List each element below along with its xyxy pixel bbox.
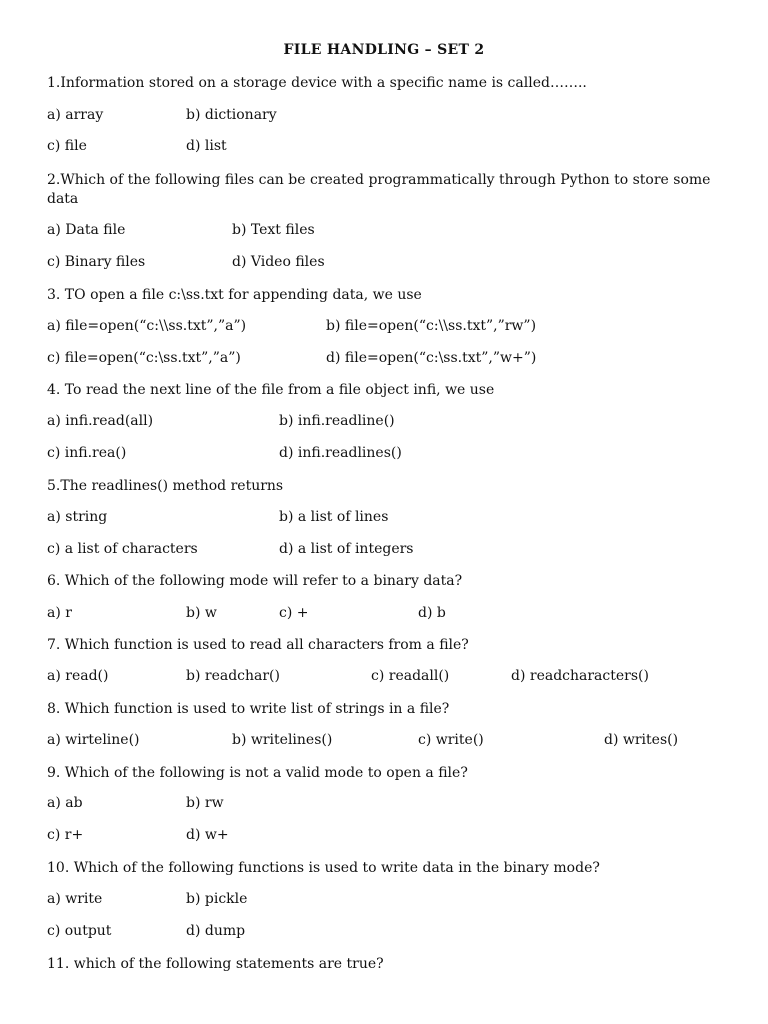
q3-option-b: b) file=open(“c:\\ss.txt”,”rw”) bbox=[326, 318, 537, 334]
q9-option-a: a) ab bbox=[47, 795, 83, 811]
q4-option-c: c) infi.rea() bbox=[47, 445, 127, 461]
q7-option-d: d) readcharacters() bbox=[511, 668, 649, 684]
q1-option-a: a) array bbox=[47, 107, 104, 123]
q3-option-d: d) file=open(“c:\ss.txt”,”w+”) bbox=[326, 350, 537, 366]
q8-option-a: a) wirteline() bbox=[47, 732, 140, 748]
q9-option-b: b) rw bbox=[186, 795, 224, 811]
page-title: FILE HANDLING – SET 2 bbox=[283, 42, 485, 58]
q5-option-a: a) string bbox=[47, 509, 108, 525]
q3-option-c: c) file=open(“c:\ss.txt”,”a”) bbox=[47, 350, 241, 366]
q2-option-d: d) Video files bbox=[232, 254, 325, 270]
q1-option-c: c) file bbox=[47, 138, 87, 154]
q2-option-c: c) Binary files bbox=[47, 254, 146, 270]
q4-option-b: b) infi.readline() bbox=[279, 413, 395, 429]
q2-option-b: b) Text files bbox=[232, 222, 315, 238]
q6-option-c: c) + bbox=[279, 605, 309, 621]
q4-option-a: a) infi.read(all) bbox=[47, 413, 154, 429]
question-3: 3. TO open a file c:\ss.txt for appending data, we use bbox=[47, 287, 422, 303]
q5-option-b: b) a list of lines bbox=[279, 509, 389, 525]
q7-option-b: b) readchar() bbox=[186, 668, 280, 684]
question-1: 1.Information stored on a storage device with a specific name is called…….. bbox=[47, 75, 587, 91]
q2-option-a: a) Data file bbox=[47, 222, 126, 238]
q6-option-d: d) b bbox=[418, 605, 446, 621]
question-4: 4. To read the next line of the file from a file object infi, we use bbox=[47, 382, 495, 398]
q7-option-a: a) read() bbox=[47, 668, 109, 684]
q1-option-d: d) list bbox=[186, 138, 227, 154]
question-8: 8. Which function is used to write list of strings in a file? bbox=[47, 701, 450, 717]
q6-option-b: b) w bbox=[186, 605, 217, 621]
q10-option-c: c) output bbox=[47, 923, 112, 939]
question-5: 5.The readlines() method returns bbox=[47, 478, 284, 494]
q8-option-d: d) writes() bbox=[604, 732, 679, 748]
q7-option-c: c) readall() bbox=[371, 668, 450, 684]
question-7: 7. Which function is used to read all characters from a file? bbox=[47, 637, 469, 653]
q10-option-b: b) pickle bbox=[186, 891, 248, 907]
q10-option-d: d) dump bbox=[186, 923, 246, 939]
q3-option-a: a) file=open(“c:\\ss.txt”,”a”) bbox=[47, 318, 247, 334]
question-2: 2.Which of the following files can be created programmatically through Python to store some data bbox=[47, 172, 711, 207]
q5-option-d: d) a list of integers bbox=[279, 541, 414, 557]
q8-option-c: c) write() bbox=[418, 732, 484, 748]
q8-option-b: b) writelines() bbox=[232, 732, 333, 748]
q6-option-a: a) r bbox=[47, 605, 72, 621]
question-11: 11. which of the following statements are true? bbox=[47, 956, 384, 972]
question-10: 10. Which of the following functions is used to write data in the binary mode? bbox=[47, 860, 600, 876]
q5-option-c: c) a list of characters bbox=[47, 541, 198, 557]
question-9: 9. Which of the following is not a valid mode to open a file? bbox=[47, 765, 468, 781]
question-6: 6. Which of the following mode will refer to a binary data? bbox=[47, 573, 463, 589]
q10-option-a: a) write bbox=[47, 891, 103, 907]
q9-option-d: d) w+ bbox=[186, 827, 229, 843]
q4-option-d: d) infi.readlines() bbox=[279, 445, 402, 461]
q1-option-b: b) dictionary bbox=[186, 107, 277, 123]
q9-option-c: c) r+ bbox=[47, 827, 84, 843]
